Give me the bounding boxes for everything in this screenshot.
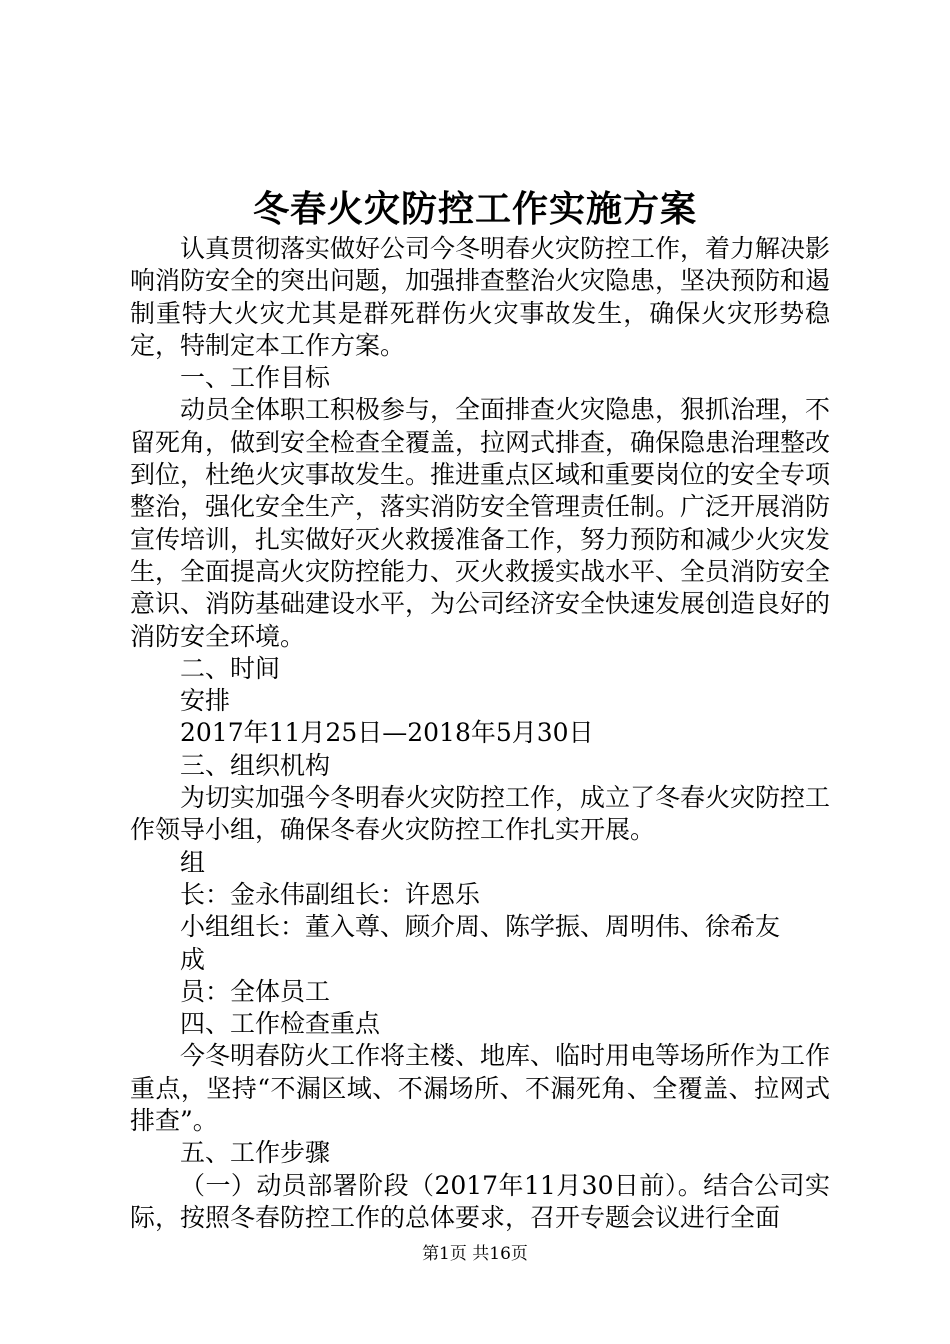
leader-label-fragment: 组 [180,847,206,877]
section-heading-time: 二、时间 [180,653,281,683]
team-leaders-line: 小组组长：董入尊、顾介周、陈学振、周明伟、徐希友 [180,912,781,942]
inspection-paragraph: 今冬明春防火工作将主楼、地库、临时用电等场所作为工作重点，坚持“不漏区域、不漏场所、不漏死角、全覆盖、拉网式排查”。 [130,1041,831,1136]
document-body [130,233,830,1234]
goals-paragraph: 动员全体职工积极参与，全面排查火灾隐患，狠抓治理，不留死角，做到安全检查全覆盖，拉网式排查，确保隐患治理整改到位，杜绝火灾事故发生。推进重点区域和重要岗位的安全专项整治，强化安全生产，落实消防安全管理责任制。广泛开展消防宣传培训，扎实做好灭火救援准备工作，努力预防和减少火灾发生，全面提高火灾防控能力、灭火救援实战水平、全员消防安全意识、消防基础建设水平，为公司经济安全快速发展创造良好的消防安全环境。 [130,395,831,651]
member-label-fragment: 成 [180,944,206,974]
time-label: 安排 [180,686,231,716]
page-number-footer: 第1页 共16页 [422,1244,528,1264]
intro-paragraph: 认真贯彻落实做好公司今冬明春火灾防控工作，着力解决影响消防安全的突出问题，加强排查整治火灾隐患，坚决预防和遏制重特大火灾尤其是群死群伤火灾事故发生，确保火灾形势稳定，特制定本工作方案。 [130,234,831,360]
section-heading-inspection: 四、工作检查重点 [180,1009,381,1039]
steps-paragraph: （一）动员部署阶段（2017年11月30日前）。结合公司实际，按照冬春防控工作的总体要求，召开专题会议进行全面 [130,1170,830,1232]
section-heading-steps: 五、工作步骤 [180,1138,331,1168]
leader-line: 长：金永伟副组长：许恩乐 [180,879,481,909]
section-heading-organization: 三、组织机构 [180,750,331,780]
document-title: 冬春火灾防控工作实施方案 [252,188,697,230]
time-range: 2017年11月25日—2018年5月30日 [180,718,594,748]
organization-paragraph: 为切实加强今冬明春火灾防控工作，成立了冬春火灾防控工作领导小组，确保冬春火灾防控工作扎实开展。 [130,783,831,845]
section-heading-goals: 一、工作目标 [180,363,331,393]
members-line: 员：全体员工 [180,976,331,1006]
